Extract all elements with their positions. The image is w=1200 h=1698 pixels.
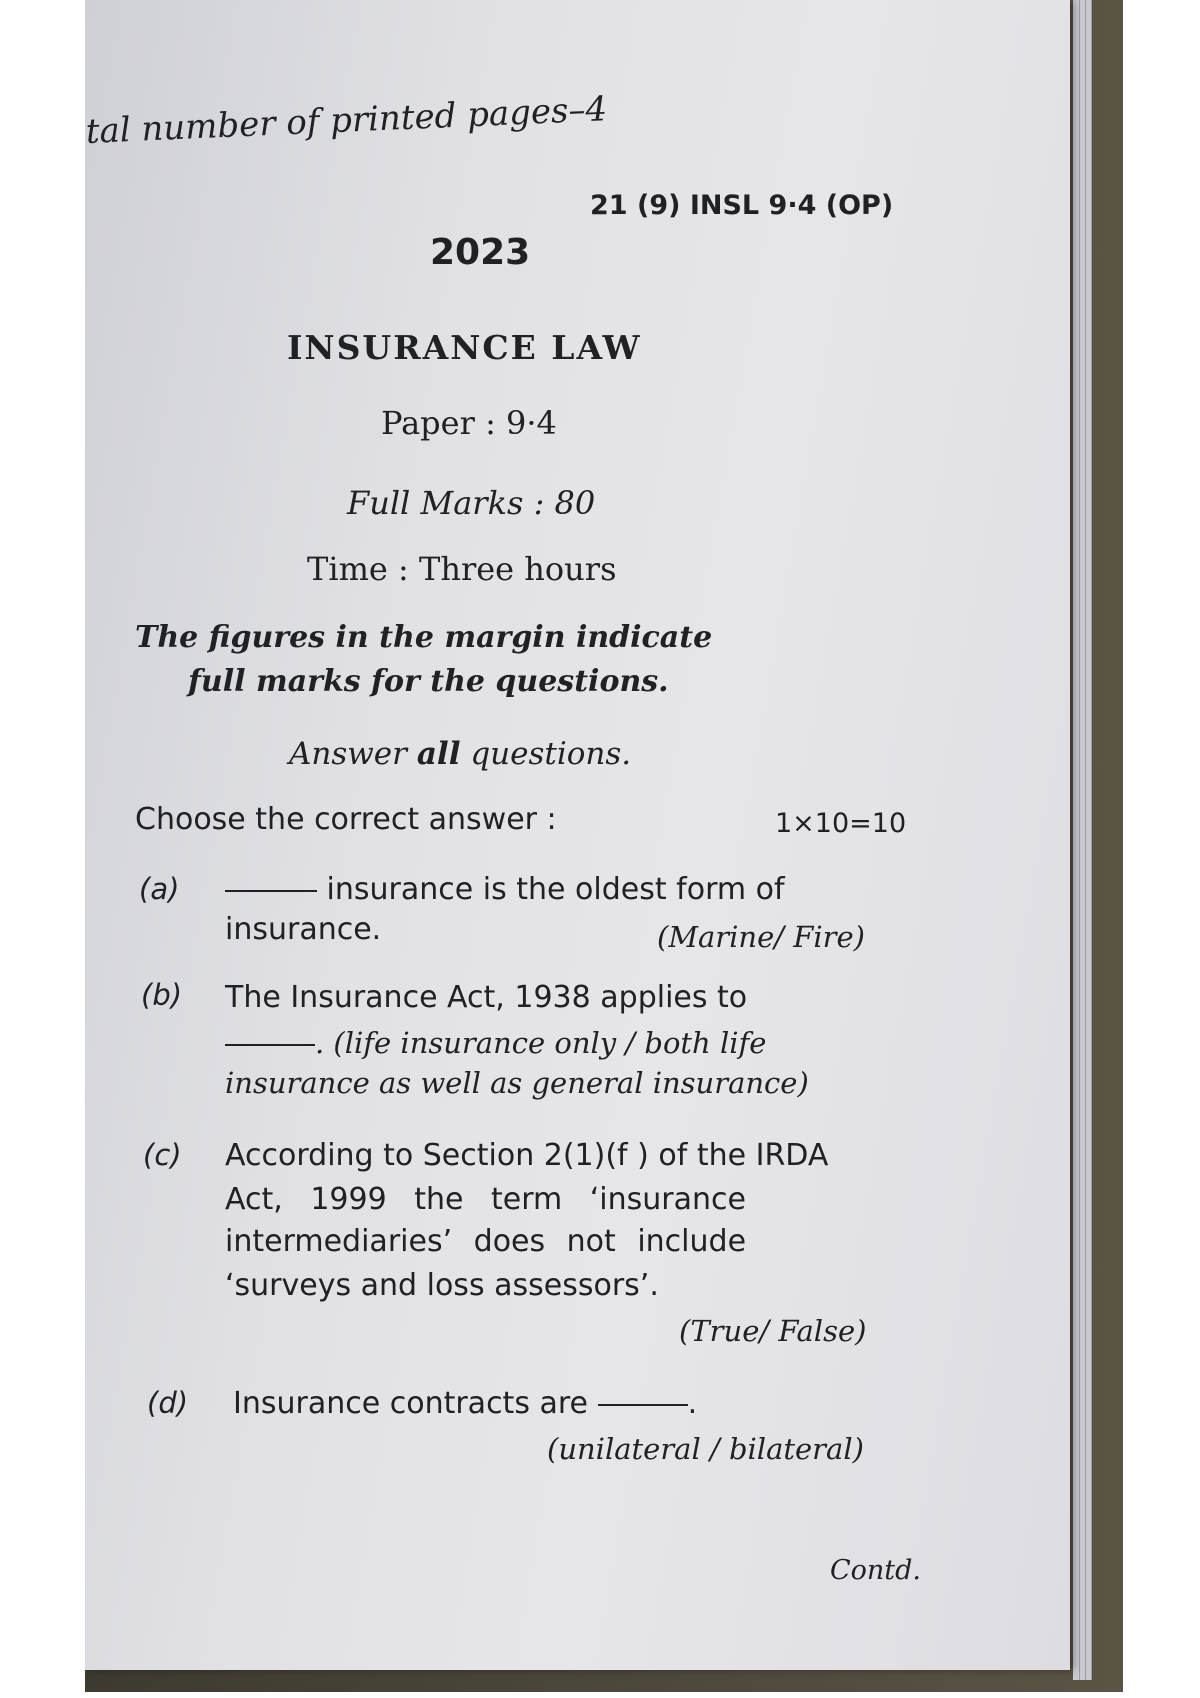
question-label: (c) xyxy=(143,1138,182,1172)
answer-suffix: questions. xyxy=(460,736,632,772)
answer-all-instruction xyxy=(289,736,631,772)
full-marks: Full Marks : 80 xyxy=(347,484,596,522)
exam-content xyxy=(85,0,1070,1670)
section-prompt: Choose the correct answer : xyxy=(135,802,557,837)
page-edge xyxy=(1079,0,1086,1680)
question-c-options: (True/ False) xyxy=(679,1314,867,1348)
answer-bold: all xyxy=(416,736,461,772)
page-edge xyxy=(1085,0,1092,1680)
question-options: . (life insurance only / both life xyxy=(315,1026,767,1060)
question-b-line-2 xyxy=(225,1026,766,1060)
question-text: insurance is the oldest form of xyxy=(326,872,785,907)
question-end: . xyxy=(687,1386,698,1421)
instruction-line-1: The figures in the margin indicate xyxy=(135,620,713,655)
paper-code: 21 (9) INSL 9·4 (OP) xyxy=(590,190,894,221)
question-label: (d) xyxy=(147,1386,189,1420)
continued-note: Contd. xyxy=(830,1555,922,1586)
question-b-line-1: The Insurance Act, 1938 applies to xyxy=(225,980,748,1015)
paper-number: Paper : 9·4 xyxy=(381,404,557,442)
question-c-line-2: Act, 1999 the term ‘insurance xyxy=(225,1182,746,1217)
question-label: (b) xyxy=(141,978,183,1012)
instruction-line-2: full marks for the questions. xyxy=(188,664,669,699)
question-a-line-2: insurance. xyxy=(225,912,382,947)
answer-prefix: Answer xyxy=(289,736,417,772)
question-text: Insurance contracts are xyxy=(233,1386,589,1421)
question-c-line-1: According to Section 2(1)(f ) of the IRDA xyxy=(225,1138,829,1173)
answer-blank xyxy=(225,890,317,892)
question-a-line-1 xyxy=(225,872,785,907)
subject-title: INSURANCE LAW xyxy=(287,328,642,367)
page-edge xyxy=(1073,0,1080,1680)
question-c-line-4: ‘surveys and loss assessors’. xyxy=(225,1268,659,1303)
question-d-line-1 xyxy=(233,1386,697,1421)
question-a-options: (Marine/ Fire) xyxy=(657,920,865,954)
question-b-line-3: insurance as well as general insurance) xyxy=(225,1066,809,1100)
question-label: (a) xyxy=(139,872,180,906)
printed-pages-note: tal number of printed pages–4 xyxy=(85,89,608,152)
question-c-line-3: intermediaries’ does not include xyxy=(225,1224,747,1259)
time-allowed: Time : Three hours xyxy=(307,550,617,588)
section-marks: 1×10=10 xyxy=(775,808,907,839)
question-d-options: (unilateral / bilateral) xyxy=(547,1432,864,1466)
answer-blank xyxy=(225,1044,315,1046)
exam-year: 2023 xyxy=(430,232,531,273)
photo-background xyxy=(85,0,1123,1692)
answer-blank xyxy=(598,1404,688,1406)
